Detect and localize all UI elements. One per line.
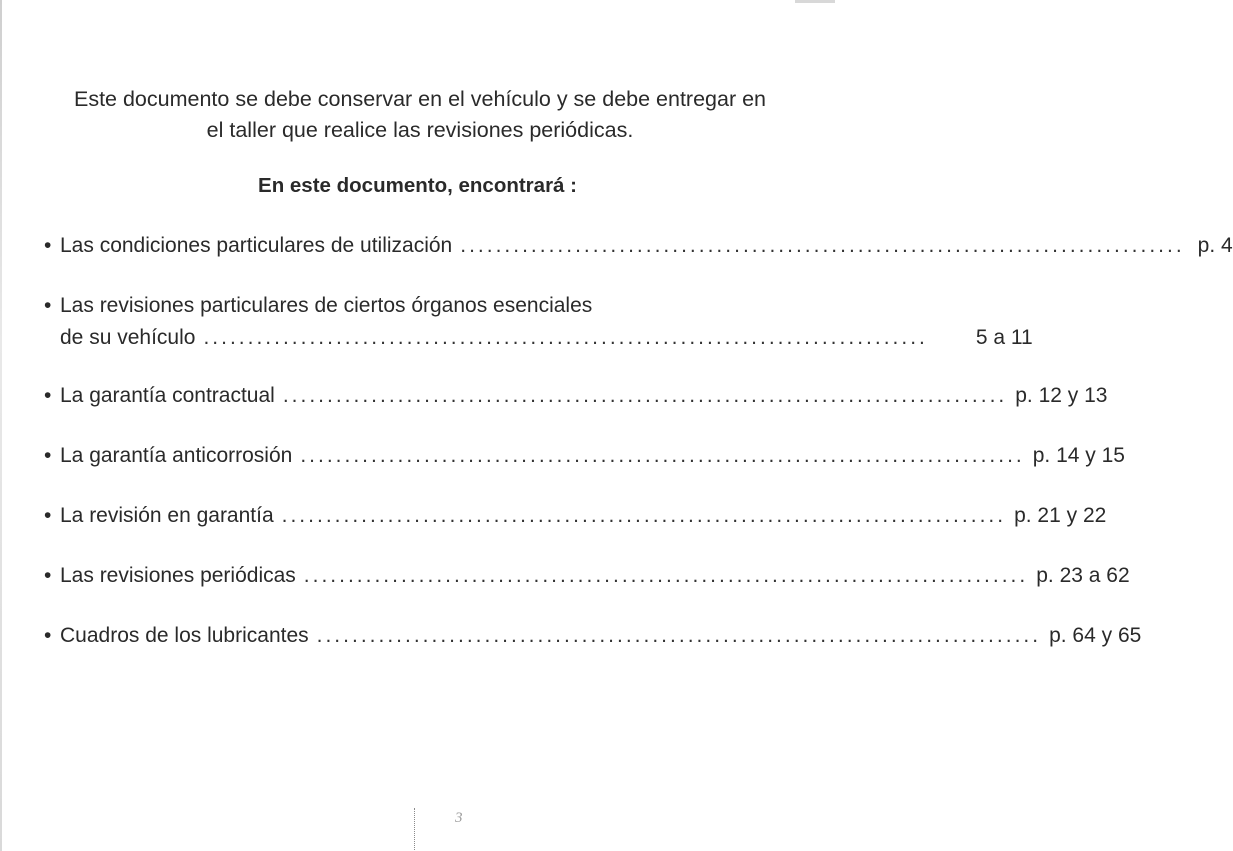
bullet-icon: • bbox=[44, 444, 52, 467]
toc-item-revisions-organs bbox=[44, 294, 1033, 358]
toc-label-line-1: Las revisiones particulares de ciertos órganos esenciales bbox=[60, 294, 593, 317]
bullet-icon: • bbox=[44, 564, 52, 587]
bullet-icon: • bbox=[44, 234, 52, 257]
toc-label: Cuadros de los lubricantes bbox=[60, 624, 309, 647]
scan-top-edge bbox=[795, 0, 835, 3]
toc-page: p. 21 y 22 bbox=[1014, 504, 1107, 527]
scan-edge bbox=[0, 0, 2, 851]
toc-item-lubricants bbox=[44, 624, 1142, 656]
bullet-icon: • bbox=[44, 384, 52, 407]
dot-leader: .................................................................................. bbox=[460, 234, 1185, 257]
bullet-icon: • bbox=[44, 624, 52, 647]
toc-item-warranty bbox=[44, 384, 1108, 416]
toc-page: p. 23 a 62 bbox=[1036, 564, 1130, 587]
bullet-icon: • bbox=[44, 294, 52, 317]
dot-leader: .................................................................................. bbox=[303, 564, 1029, 587]
toc-item-anticorrosion bbox=[44, 444, 1125, 476]
toc-page: 5 a 11 bbox=[975, 326, 1033, 349]
bullet-icon: • bbox=[44, 504, 52, 527]
toc-label: Las revisiones periódicas bbox=[60, 564, 296, 587]
toc-item-warranty-revision bbox=[44, 504, 1107, 536]
intro-line-2: el taller que realice las revisiones periódicas. bbox=[206, 118, 634, 142]
toc-item-conditions bbox=[44, 234, 1233, 266]
dot-leader: .................................................................................. bbox=[300, 444, 1025, 467]
dot-leader: .................................................................................. bbox=[203, 326, 928, 349]
toc-page: p. 14 y 15 bbox=[1032, 444, 1125, 467]
toc-label: La garantía contractual bbox=[60, 384, 275, 407]
toc-label: de su vehículo bbox=[60, 326, 196, 349]
toc-label: La garantía anticorrosión bbox=[60, 444, 293, 467]
dot-leader: .................................................................................. bbox=[316, 624, 1042, 647]
toc-page: p. 12 y 13 bbox=[1015, 384, 1108, 407]
dot-leader: .................................................................................. bbox=[281, 504, 1007, 527]
intro-paragraph bbox=[30, 84, 810, 146]
toc-label: La revisión en garantía bbox=[60, 504, 274, 527]
toc-item-periodic-revisions bbox=[44, 564, 1130, 596]
dot-leader: .................................................................................. bbox=[282, 384, 1008, 407]
toc-page: p. 4 bbox=[1197, 234, 1233, 257]
toc-page: p. 64 y 65 bbox=[1049, 624, 1142, 647]
page-number: 3 bbox=[455, 810, 463, 826]
page-divider bbox=[414, 808, 415, 850]
section-heading: En este documento, encontrará : bbox=[258, 174, 577, 197]
intro-line-1: Este documento se debe conservar en el vehículo y se debe entregar en bbox=[73, 87, 767, 111]
toc-label: Las condiciones particulares de utilización bbox=[60, 234, 453, 257]
